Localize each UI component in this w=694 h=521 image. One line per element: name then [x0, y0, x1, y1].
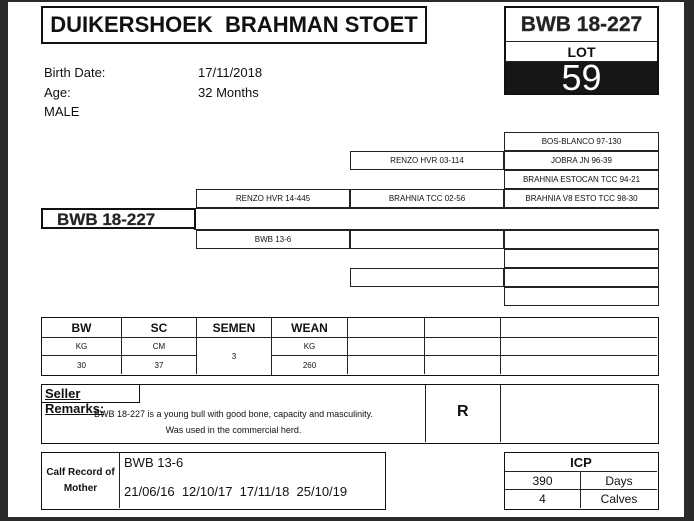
measure-unit-wean: KG [272, 338, 348, 356]
measure-unit-sc: CM [122, 338, 197, 356]
pedigree-ddd-empty [504, 249, 659, 268]
calf-record-label-2: Mother [63, 482, 98, 494]
calf-record-label-1: Calf Record of [46, 466, 115, 478]
animal-id-text: BWB 18-227 [520, 12, 643, 36]
measurements-table [41, 317, 659, 376]
stud-title-box [41, 6, 427, 44]
icp-label-cell [505, 453, 657, 472]
pedigree-ssd: JOBRA JN 96-39 [504, 151, 659, 170]
calf-record-label-cell [42, 453, 120, 508]
measure-header-sc: SC [122, 318, 197, 338]
seller-remarks-label: Seller Remarks: [45, 386, 105, 416]
lot-number: 59 [561, 56, 602, 98]
age-label: Age: [44, 85, 71, 100]
measure-empty-u3 [501, 338, 657, 356]
seller-remarks-label-cell [42, 385, 140, 416]
pedigree-sire-sire: RENZO HVR 03-114 [350, 151, 504, 170]
age-value: 32 Months [198, 85, 259, 100]
lot-number-cell [506, 56, 657, 98]
remarks-text [42, 406, 425, 438]
calf-record-mother: BWB 13-6 [124, 455, 184, 470]
birth-date-value: 17/11/2018 [198, 65, 263, 80]
measure-value-semen: 3 [197, 338, 272, 375]
pedigree-sss: BOS-BLANCO 97-130 [504, 132, 659, 151]
measure-empty-h3 [501, 318, 657, 338]
calf-record-box [41, 452, 386, 510]
animal-id-header [506, 8, 657, 42]
measure-empty-h1 [348, 318, 425, 338]
pedigree-sire-dam: BRAHNIA TCC 02-56 [350, 189, 504, 208]
lot-sheet [8, 2, 684, 517]
pedigree-dam-dam-empty [350, 268, 504, 287]
pedigree-sire: RENZO HVR 14-445 [196, 189, 350, 208]
measure-empty-u1 [348, 338, 425, 356]
icp-calves-value: 4 [539, 492, 546, 506]
sex-value: MALE [44, 104, 80, 119]
calf-record-dates: 21/06/16 12/10/17 17/11/18 25/10/19 [124, 484, 348, 499]
pedigree-subject: BWB 18-227 [41, 208, 196, 229]
pedigree-dsd-empty [504, 268, 659, 287]
remarks-code-cell [426, 385, 501, 442]
icp-days-label-cell [581, 472, 657, 490]
icp-label: ICP [570, 454, 592, 470]
pedigree-dam-sire-empty [350, 230, 504, 249]
measure-value-sc: 37 [122, 356, 197, 374]
icp-calves-label-cell [581, 490, 657, 508]
measure-empty-u2 [425, 338, 501, 356]
remarks-code: R [457, 403, 469, 420]
measure-header-semen: SEMEN [197, 318, 272, 338]
birth-date-label: Birth Date: [44, 65, 106, 80]
pedigree-dss-empty [504, 287, 659, 306]
icp-box [504, 452, 659, 510]
measure-value-bw: 30 [42, 356, 122, 374]
measure-header-bw: BW [42, 318, 122, 338]
measure-empty-v2 [425, 356, 501, 374]
measure-value-wean: 260 [272, 356, 348, 374]
icp-calves-value-cell [505, 490, 581, 508]
pedigree-sds: BRAHNIA ESTOCAN TCC 94-21 [504, 170, 659, 189]
icp-days-value-cell [505, 472, 581, 490]
icp-days-label: Days [605, 473, 633, 488]
icp-calves-label: Calves [600, 492, 638, 506]
lot-label: LOT [567, 43, 596, 60]
measure-empty-v1 [348, 356, 425, 374]
pedigree-sdd: BRAHNIA V8 ESTO TCC 98-30 [504, 189, 659, 208]
pedigree-dam: BWB 13-6 [196, 230, 350, 249]
stud-title: DUIKERSHOEK BRAHMAN STOET [50, 12, 418, 37]
pedigree-subject-extension [194, 208, 659, 230]
measure-unit-bw: KG [42, 338, 122, 356]
pedigree-dds-empty [504, 230, 659, 249]
seller-remarks-box [41, 384, 659, 444]
remarks-line-2: Was used in the commercial herd. [165, 425, 302, 435]
measure-header-wean: WEAN [272, 318, 348, 338]
icp-days-value: 390 [532, 473, 553, 488]
remarks-line-1: BWB 18-227 is a young bull with good bone, capacity and masculinity. [94, 409, 373, 419]
measure-empty-h2 [425, 318, 501, 338]
lot-block [504, 6, 659, 98]
